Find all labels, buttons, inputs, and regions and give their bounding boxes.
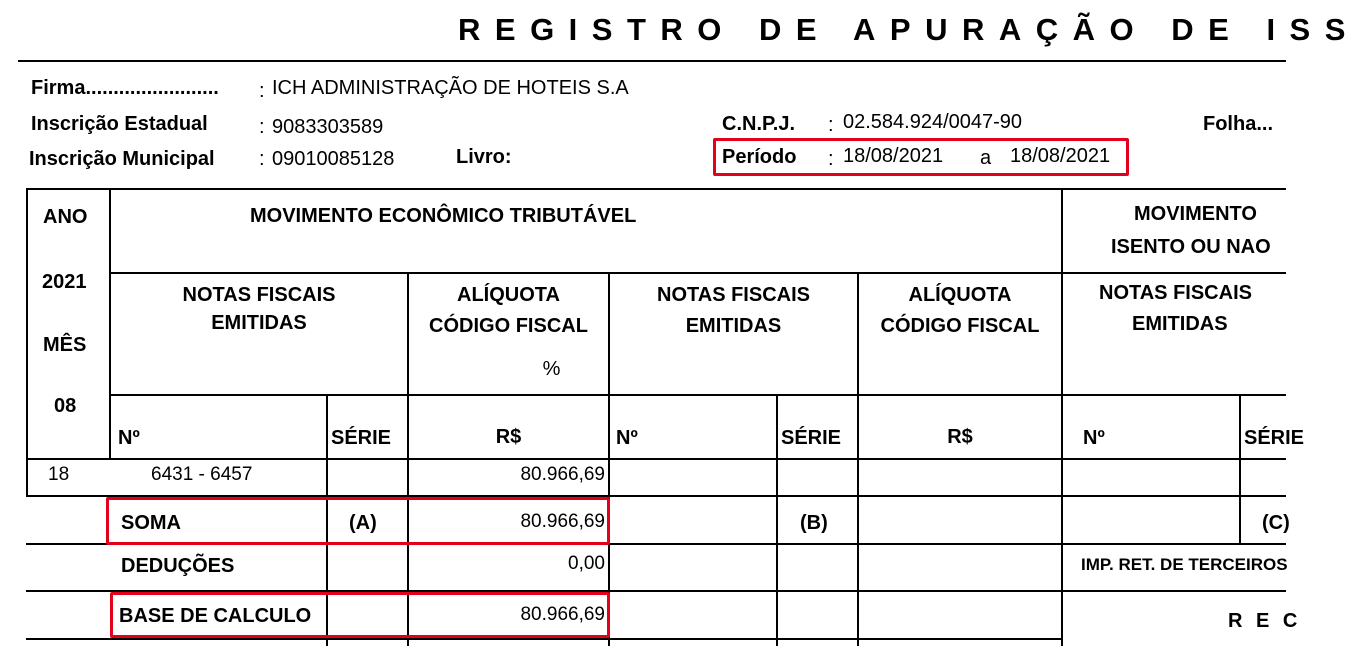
deducoes-value: 0,00 (568, 553, 605, 574)
soma-highlight (106, 497, 610, 545)
serie-column-label-3: SÉRIE (1244, 427, 1305, 449)
firma-label: Firma........................ (31, 77, 219, 99)
soma-value: 80.966,69 (520, 511, 605, 532)
imp-ret-terceiros-label: IMP. RET. DE TERCEIROS (1081, 555, 1288, 574)
base-calculo-highlight (110, 592, 610, 638)
serie-column-label-2: SÉRIE (781, 427, 842, 449)
inscricao-municipal-separator: : (259, 148, 265, 170)
ano-label: ANO (43, 206, 88, 228)
livro-label: Livro: (456, 146, 512, 168)
base-calculo-value: 80.966,69 (520, 604, 605, 625)
grid-line (1061, 188, 1063, 646)
movimento-isento-heading-2: ISENTO OU NAO (1111, 236, 1271, 258)
base-calculo-label: BASE DE CALCULO (119, 605, 312, 627)
inscricao-estadual-value: 9083303589 (272, 116, 384, 138)
periodo-label: Período (722, 146, 797, 168)
inscricao-estadual-label: Inscrição Estadual (31, 113, 208, 135)
row-value: 80.966,69 (520, 464, 605, 485)
codigo-fiscal-heading-2: CÓDIGO FISCAL (880, 315, 1040, 337)
soma-label: SOMA (121, 512, 181, 534)
title-rule (18, 60, 1286, 62)
cnpj-separator: : (828, 114, 834, 136)
grid-line (776, 395, 778, 646)
numero-column-label-1: Nº (118, 427, 140, 449)
soma-c-label: (C) (1262, 512, 1290, 534)
firma-value: ICH ADMINISTRAÇÃO DE HOTEIS S.A (272, 77, 629, 99)
aliquota-heading-2: ALÍQUOTA (908, 284, 1012, 306)
emitidas-heading-2: EMITIDAS (685, 315, 782, 337)
row-day: 18 (48, 464, 70, 485)
percent-heading: % (542, 358, 561, 380)
periodo-separator: : (828, 148, 834, 170)
notas-fiscais-heading-1: NOTAS FISCAIS (182, 284, 336, 306)
inscricao-estadual-separator: : (259, 116, 265, 138)
soma-a-label: (A) (349, 512, 377, 534)
ano-value: 2021 (42, 271, 87, 293)
aliquota-heading-1: ALÍQUOTA (457, 284, 560, 306)
grid-line (109, 272, 1286, 274)
grid-line (1239, 395, 1241, 543)
cnpj-label: C.N.P.J. (722, 113, 795, 135)
notas-fiscais-heading-2: NOTAS FISCAIS (657, 284, 810, 306)
serie-column-label-1: SÉRIE (331, 427, 392, 449)
page-title: REGISTRO DE APURAÇÃO DE ISS (458, 12, 1360, 47)
rs-column-label-2: R$ (947, 426, 973, 448)
folha-label: Folha... (1203, 113, 1273, 135)
grid-line (26, 188, 28, 496)
notas-fiscais-heading-3: NOTAS FISCAIS (1099, 282, 1252, 304)
emitidas-heading-1: EMITIDAS (211, 312, 307, 334)
inscricao-municipal-label: Inscrição Municipal (29, 148, 215, 170)
inscricao-municipal-value: 09010085128 (272, 148, 395, 170)
mes-label: MÊS (43, 334, 87, 356)
emitidas-heading-3: EMITIDAS (1132, 313, 1228, 335)
periodo-highlight (713, 138, 1129, 176)
mes-value: 08 (54, 395, 77, 417)
deducoes-label: DEDUÇÕES (121, 555, 235, 577)
grid-line (26, 458, 1286, 460)
grid-line (26, 638, 1061, 640)
movimento-tributavel-heading: MOVIMENTO ECONÔMICO TRIBUTÁVEL (250, 205, 637, 227)
rec-label: R E C (1228, 610, 1302, 632)
grid-line (109, 394, 1286, 396)
firma-separator: : (259, 80, 265, 102)
periodo-end: 18/08/2021 (1010, 145, 1111, 167)
numero-column-label-2: Nº (616, 427, 638, 449)
soma-b-label: (B) (800, 512, 828, 534)
numero-column-label-3: Nº (1083, 427, 1105, 449)
codigo-fiscal-heading-1: CÓDIGO FISCAL (429, 315, 588, 337)
cnpj-value: 02.584.924/0047-90 (843, 111, 1023, 133)
row-nf-range: 6431 - 6457 (151, 464, 253, 485)
periodo-start: 18/08/2021 (843, 145, 944, 167)
movimento-isento-heading-1: MOVIMENTO (1134, 203, 1257, 225)
grid-line (26, 188, 1286, 190)
rs-column-label-1: R$ (495, 426, 522, 448)
periodo-a: a (980, 147, 992, 169)
